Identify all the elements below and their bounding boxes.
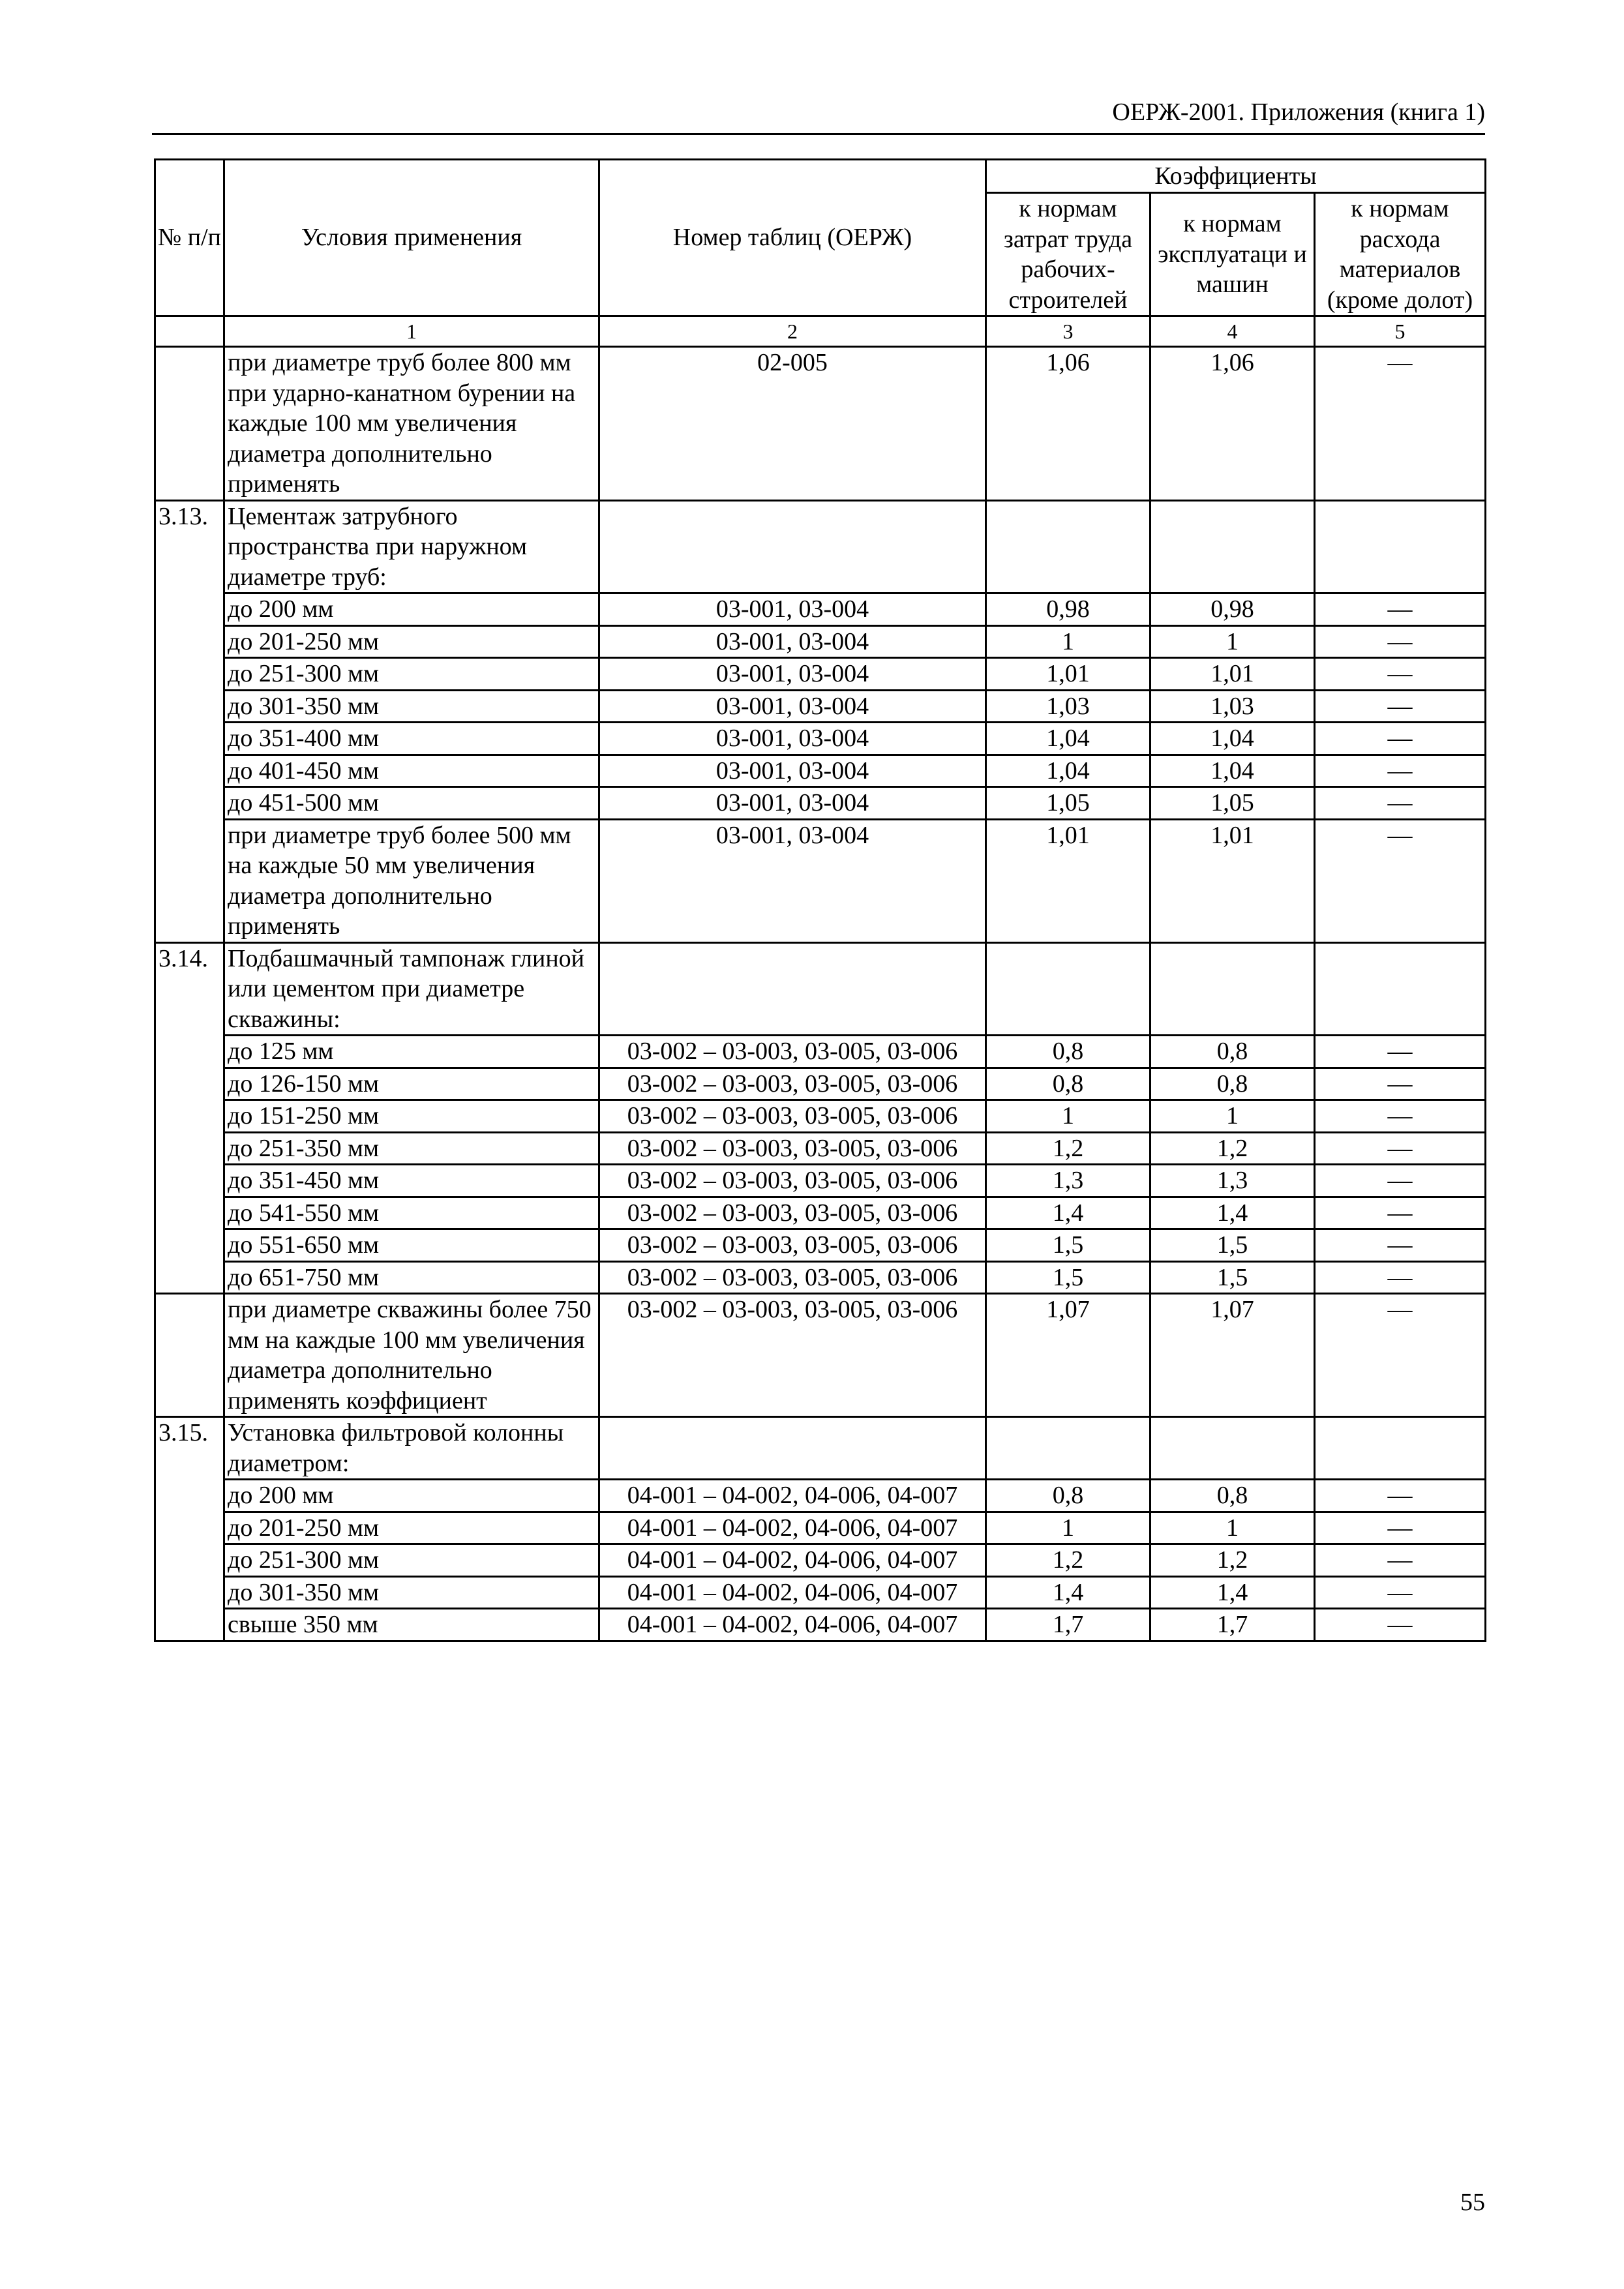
coef-labor-cell: 0,8	[986, 1480, 1150, 1512]
table-numbers-cell: 03-001, 03-004	[599, 819, 986, 942]
coef-machines-cell: 1,4	[1150, 1576, 1315, 1609]
coef-materials-cell: —	[1315, 658, 1486, 691]
row-number-cell	[155, 1544, 224, 1577]
row-number-cell	[155, 690, 224, 723]
row-number-cell	[155, 755, 224, 787]
coef-labor-cell: 1,4	[986, 1197, 1150, 1229]
coef-machines-cell	[1150, 942, 1315, 1036]
table-numbers-cell: 03-001, 03-004	[599, 625, 986, 658]
table-row	[155, 723, 1486, 755]
row-number-cell	[155, 1294, 224, 1417]
condition-cell: до 251-300 мм	[224, 1544, 599, 1577]
row-number-cell	[155, 1261, 224, 1294]
table-row	[155, 1197, 1486, 1229]
table-numbers-cell: 04-001 – 04-002, 04-006, 04-007	[599, 1544, 986, 1577]
condition-cell: до 200 мм	[224, 1480, 599, 1512]
table-numbers-cell: 03-001, 03-004	[599, 755, 986, 787]
table-numbers-cell: 03-002 – 03-003, 03-005, 03-006	[599, 1261, 986, 1294]
page-number: 55	[1460, 2189, 1485, 2216]
coef-labor-cell: 1,4	[986, 1576, 1150, 1609]
coef-labor-cell: 1,01	[986, 658, 1150, 691]
row-number-cell	[155, 1197, 224, 1229]
table-row	[155, 1229, 1486, 1262]
table-numbers-cell	[599, 500, 986, 593]
table-numbers-cell: 02-005	[599, 347, 986, 501]
coef-materials-cell: —	[1315, 593, 1486, 626]
table-row	[155, 787, 1486, 820]
table-numbers-cell: 04-001 – 04-002, 04-006, 04-007	[599, 1609, 986, 1641]
table-row	[155, 1576, 1486, 1609]
row-number-cell	[155, 1512, 224, 1544]
table-row	[155, 625, 1486, 658]
coef-machines-cell: 1,3	[1150, 1165, 1315, 1197]
condition-cell: до 451-500 мм	[224, 787, 599, 820]
table-row	[155, 1609, 1486, 1641]
coef-machines-cell: 1,5	[1150, 1261, 1315, 1294]
condition-cell: при диаметре труб более 500 мм на каждые 50 мм увеличения диаметра дополнительно применять	[224, 819, 599, 942]
coef-materials-cell: —	[1315, 690, 1486, 723]
table-row	[155, 1036, 1486, 1068]
coef-labor-cell	[986, 1417, 1150, 1480]
table-numbers-cell: 03-001, 03-004	[599, 787, 986, 820]
coef-machines-cell: 0,8	[1150, 1036, 1315, 1068]
column-number: 1	[224, 316, 599, 347]
header-rule	[152, 133, 1485, 135]
row-number-cell	[155, 1609, 224, 1641]
header-k-labor: к нормам затрат труда рабочих-строителей	[986, 193, 1150, 316]
table-numbers-cell: 03-002 – 03-003, 03-005, 03-006	[599, 1294, 986, 1417]
coef-materials-cell: —	[1315, 1294, 1486, 1417]
condition-cell: при диаметре скважины более 750 мм на каждые 100 мм увеличения диаметра дополнительно применять коэффициент	[224, 1294, 599, 1417]
coef-machines-cell: 0,98	[1150, 593, 1315, 626]
column-number: 3	[986, 316, 1150, 347]
condition-cell: при диаметре труб более 800 мм при ударно-канатном бурении на каждые 100 мм увеличения диаметра дополнительно применять	[224, 347, 599, 501]
condition-cell: до 251-300 мм	[224, 658, 599, 691]
coef-materials-cell: —	[1315, 819, 1486, 942]
table-row	[155, 1068, 1486, 1100]
row-number-cell	[155, 1100, 224, 1133]
condition-cell: до 351-450 мм	[224, 1165, 599, 1197]
coef-machines-cell: 1,4	[1150, 1197, 1315, 1229]
table-numbers-cell	[599, 1417, 986, 1480]
coef-materials-cell	[1315, 942, 1486, 1036]
table-numbers-cell: 03-002 – 03-003, 03-005, 03-006	[599, 1132, 986, 1165]
coef-materials-cell	[1315, 500, 1486, 593]
table-numbers-cell: 04-001 – 04-002, 04-006, 04-007	[599, 1480, 986, 1512]
table-row	[155, 1544, 1486, 1577]
row-number-cell: 3.14.	[155, 942, 224, 1036]
table-row	[155, 942, 1486, 1036]
row-number-cell	[155, 1576, 224, 1609]
coef-machines-cell: 1	[1150, 625, 1315, 658]
row-number-cell	[155, 625, 224, 658]
coef-materials-cell: —	[1315, 1576, 1486, 1609]
coef-labor-cell: 1,5	[986, 1229, 1150, 1262]
coef-labor-cell: 1	[986, 1512, 1150, 1544]
row-number-cell	[155, 593, 224, 626]
condition-cell: до 200 мм	[224, 593, 599, 626]
table-row	[155, 1417, 1486, 1480]
coef-machines-cell: 1,05	[1150, 787, 1315, 820]
column-numbers-row	[155, 316, 1486, 347]
coef-machines-cell: 1,01	[1150, 658, 1315, 691]
coef-machines-cell	[1150, 500, 1315, 593]
coef-materials-cell: —	[1315, 347, 1486, 501]
coef-materials-cell: —	[1315, 787, 1486, 820]
coef-labor-cell: 1,05	[986, 787, 1150, 820]
condition-cell: до 201-250 мм	[224, 1512, 599, 1544]
coef-materials-cell: —	[1315, 1261, 1486, 1294]
coef-machines-cell: 1,04	[1150, 723, 1315, 755]
coef-labor-cell: 1,5	[986, 1261, 1150, 1294]
coef-machines-cell: 1,04	[1150, 755, 1315, 787]
table-numbers-cell: 03-002 – 03-003, 03-005, 03-006	[599, 1165, 986, 1197]
coef-machines-cell: 1,07	[1150, 1294, 1315, 1417]
column-number: 5	[1315, 316, 1486, 347]
coef-materials-cell: —	[1315, 1609, 1486, 1641]
coef-materials-cell: —	[1315, 1544, 1486, 1577]
coef-labor-cell: 1,7	[986, 1609, 1150, 1641]
coef-labor-cell: 1	[986, 1100, 1150, 1133]
table-numbers-cell: 03-001, 03-004	[599, 723, 986, 755]
row-number-cell	[155, 723, 224, 755]
condition-cell: до 351-400 мм	[224, 723, 599, 755]
row-number-cell	[155, 1229, 224, 1262]
table-numbers-cell: 03-002 – 03-003, 03-005, 03-006	[599, 1229, 986, 1262]
table-row	[155, 755, 1486, 787]
condition-cell: до 126-150 мм	[224, 1068, 599, 1100]
row-number-cell	[155, 347, 224, 501]
coefficients-table	[154, 158, 1486, 1642]
table-row	[155, 347, 1486, 501]
table-numbers-cell	[599, 942, 986, 1036]
coef-machines-cell: 0,8	[1150, 1068, 1315, 1100]
coef-machines-cell: 1,01	[1150, 819, 1315, 942]
condition-cell: Установка фильтровой колонны диаметром:	[224, 1417, 599, 1480]
coef-materials-cell	[1315, 1417, 1486, 1480]
table-row	[155, 819, 1486, 942]
coef-labor-cell: 1,3	[986, 1165, 1150, 1197]
coef-labor-cell: 1,07	[986, 1294, 1150, 1417]
coef-materials-cell: —	[1315, 1068, 1486, 1100]
table-row	[155, 1261, 1486, 1294]
condition-cell: до 125 мм	[224, 1036, 599, 1068]
row-number-cell	[155, 1480, 224, 1512]
condition-cell: до 201-250 мм	[224, 625, 599, 658]
header-coefficients: Коэффициенты	[986, 160, 1486, 193]
coef-machines-cell: 0,8	[1150, 1480, 1315, 1512]
row-number-cell	[155, 787, 224, 820]
coef-materials-cell: —	[1315, 1197, 1486, 1229]
table-row	[155, 690, 1486, 723]
column-number: 4	[1150, 316, 1315, 347]
coef-machines-cell: 1,03	[1150, 690, 1315, 723]
row-number-cell	[155, 658, 224, 691]
coef-materials-cell: —	[1315, 1100, 1486, 1133]
coef-labor-cell: 1,04	[986, 723, 1150, 755]
coef-machines-cell: 1	[1150, 1100, 1315, 1133]
condition-cell: до 151-250 мм	[224, 1100, 599, 1133]
table-numbers-cell: 03-002 – 03-003, 03-005, 03-006	[599, 1100, 986, 1133]
table-numbers-cell: 03-002 – 03-003, 03-005, 03-006	[599, 1068, 986, 1100]
row-number-cell	[155, 1165, 224, 1197]
coef-materials-cell: —	[1315, 1165, 1486, 1197]
running-header: ОЕРЖ-2001. Приложения (книга 1)	[1112, 98, 1485, 126]
row-number-cell	[155, 1068, 224, 1100]
coef-labor-cell: 0,8	[986, 1068, 1150, 1100]
coef-materials-cell: —	[1315, 625, 1486, 658]
table-numbers-cell: 03-002 – 03-003, 03-005, 03-006	[599, 1036, 986, 1068]
table-row	[155, 1100, 1486, 1133]
header-tables: Номер таблиц (ОЕРЖ)	[599, 160, 986, 316]
coef-machines-cell: 1,5	[1150, 1229, 1315, 1262]
coef-labor-cell: 1,04	[986, 755, 1150, 787]
coef-materials-cell: —	[1315, 755, 1486, 787]
condition-cell: до 251-350 мм	[224, 1132, 599, 1165]
coef-materials-cell: —	[1315, 1036, 1486, 1068]
table-numbers-cell: 04-001 – 04-002, 04-006, 04-007	[599, 1512, 986, 1544]
row-number-cell: 3.13.	[155, 500, 224, 593]
table-numbers-cell: 03-001, 03-004	[599, 690, 986, 723]
table-body	[155, 347, 1486, 1641]
table-row	[155, 1165, 1486, 1197]
condition-cell: до 541-550 мм	[224, 1197, 599, 1229]
header-row-1	[155, 160, 1486, 193]
column-number	[155, 316, 224, 347]
coef-machines-cell	[1150, 1417, 1315, 1480]
table-row	[155, 1480, 1486, 1512]
condition-cell: до 401-450 мм	[224, 755, 599, 787]
coef-labor-cell: 1,2	[986, 1544, 1150, 1577]
table-numbers-cell: 03-001, 03-004	[599, 658, 986, 691]
coef-labor-cell: 1,01	[986, 819, 1150, 942]
coef-materials-cell: —	[1315, 1480, 1486, 1512]
coef-labor-cell	[986, 942, 1150, 1036]
row-number-cell: 3.15.	[155, 1417, 224, 1480]
table-row	[155, 500, 1486, 593]
table-row	[155, 593, 1486, 626]
condition-cell: свыше 350 мм	[224, 1609, 599, 1641]
coef-machines-cell: 1,2	[1150, 1544, 1315, 1577]
header-k-machines: к нормам эксплуатаци и машин	[1150, 193, 1315, 316]
table-row	[155, 658, 1486, 691]
header-k-materials: к нормам расхода материалов (кроме долот)	[1315, 193, 1486, 316]
table-numbers-cell: 03-002 – 03-003, 03-005, 03-006	[599, 1197, 986, 1229]
condition-cell: Подбашмачный тампонаж глиной или цементом при диаметре скважины:	[224, 942, 599, 1036]
table-numbers-cell: 04-001 – 04-002, 04-006, 04-007	[599, 1576, 986, 1609]
header-conditions: Условия применения	[224, 160, 599, 316]
table-row	[155, 1294, 1486, 1417]
row-number-cell	[155, 1132, 224, 1165]
coef-labor-cell: 1,2	[986, 1132, 1150, 1165]
coef-labor-cell: 1	[986, 625, 1150, 658]
condition-cell: до 651-750 мм	[224, 1261, 599, 1294]
column-number: 2	[599, 316, 986, 347]
row-number-cell	[155, 1036, 224, 1068]
coef-materials-cell: —	[1315, 1132, 1486, 1165]
coef-materials-cell: —	[1315, 723, 1486, 755]
coef-materials-cell: —	[1315, 1512, 1486, 1544]
coef-labor-cell	[986, 500, 1150, 593]
table-row	[155, 1132, 1486, 1165]
table-numbers-cell: 03-001, 03-004	[599, 593, 986, 626]
coef-machines-cell: 1,2	[1150, 1132, 1315, 1165]
coef-materials-cell: —	[1315, 1229, 1486, 1262]
coef-labor-cell: 0,8	[986, 1036, 1150, 1068]
condition-cell: до 301-350 мм	[224, 1576, 599, 1609]
table-row	[155, 1512, 1486, 1544]
row-number-cell	[155, 819, 224, 942]
coef-labor-cell: 1,03	[986, 690, 1150, 723]
coef-labor-cell: 0,98	[986, 593, 1150, 626]
coef-labor-cell: 1,06	[986, 347, 1150, 501]
condition-cell: Цементаж затрубного пространства при наружном диаметре труб:	[224, 500, 599, 593]
header-no: № п/п	[155, 160, 224, 316]
condition-cell: до 551-650 мм	[224, 1229, 599, 1262]
condition-cell: до 301-350 мм	[224, 690, 599, 723]
coef-machines-cell: 1	[1150, 1512, 1315, 1544]
coef-machines-cell: 1,06	[1150, 347, 1315, 501]
coef-machines-cell: 1,7	[1150, 1609, 1315, 1641]
